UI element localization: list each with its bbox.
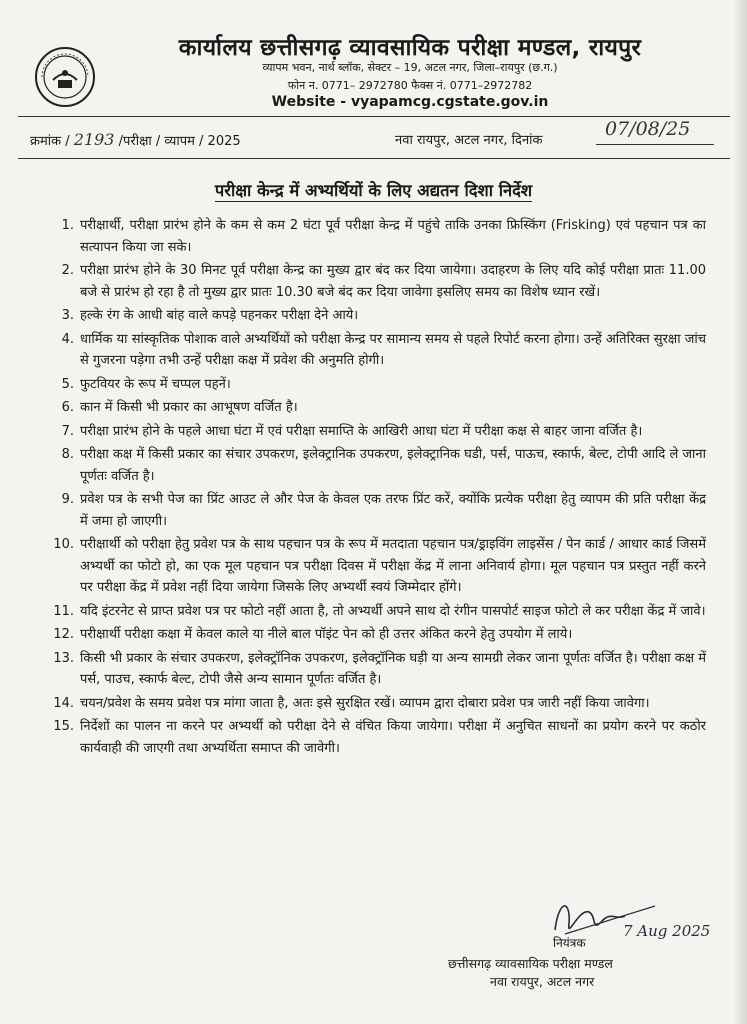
instruction-text: परीक्षा कक्ष में किसी प्रकार का संचार उपकरण, इलेक्ट्रानिक उपकरण, इलेक्ट्रानिक घडी, पर्स, पाऊच, स्कार्फ, बेल्ट, टोपी आदि ले जाना पूर्णतः वर्जित है। (80, 447, 706, 484)
instruction-text: परीक्षार्थी, परीक्षा प्रारंभ होने के कम से कम 2 घंटा पूर्व परीक्षा केन्द्र में पहुंचे ताकि उनका फ्रिस्किंग (Frisking) एवं पहचान पत्र का सत्यापन किया जा सके। (80, 218, 706, 255)
instruction-item (36, 421, 706, 443)
instruction-item (36, 534, 706, 599)
instruction-item (36, 374, 706, 396)
instruction-item (36, 305, 706, 327)
instruction-number: 12. (53, 627, 74, 642)
instruction-text: यदि इंटरनेट से प्राप्त प्रवेश पत्र पर फोटो नहीं आता है, तो अभ्यर्थी अपने साथ दो रंगीन पासपोर्ट साइज फोटो ले कर परीक्षा केंद्र में जावे। (80, 603, 706, 619)
instruction-text: कान में किसी भी प्रकार का आभूषण वर्जित है। (80, 400, 298, 415)
instruction-list (36, 215, 706, 761)
instruction-number: 2. (61, 263, 74, 278)
office-address: व्यापम भवन, नार्थ ब्लॉक, सेक्टर – 19, अटल नगर, जिला–रायपुर (छ.ग.) (262, 61, 558, 74)
instruction-text: निर्देशों का पालन ना करने पर अभ्यर्थी को परीक्षा देने से वंचित किया जायेगा। परीक्षा में अनुचित साधनों का प्रयोग करने पर कठोर कार्यवाही की जाएगी तथा अभ्यर्थिता समाप्त की जावेगी। (80, 719, 706, 756)
instruction-item (36, 260, 706, 303)
instruction-text: चयन/प्रवेश के समय प्रवेश पत्र मांगा जाता है, अतः इसे सुरक्षित रखें। व्यापम द्वारा दोबारा प्रवेश पत्र जारी नहीं किया जावेगा। (80, 695, 650, 711)
instruction-number: 13. (53, 650, 74, 666)
instruction-item (36, 329, 706, 372)
instruction-item (36, 716, 706, 759)
place-date-label: नवा रायपुर, अटल नगर, दिनांक (395, 133, 543, 148)
page-edge-shadow (733, 0, 747, 1024)
instruction-item (36, 601, 706, 623)
header-divider (18, 116, 730, 117)
reference-suffix: /परीक्षा / व्यापम / 2025 (118, 134, 241, 149)
vyapam-emblem-icon (34, 46, 96, 108)
instruction-text: किसी भी प्रकार के संचार उपकरण, इलेक्ट्रॉनिक उपकरण, इलेक्ट्रॉनिक घड़ी या अन्य सामग्री लेकर जाना पूर्णतः वर्जित है। परीक्षा कक्ष में पर्स, पाउच, स्कार्फ बेल्ट, टोपी जैसे अन्य सामान पूर्णतः वर्जित है। (80, 650, 706, 687)
instruction-text: परीक्षा प्रारंभ होने के 30 मिनट पूर्व परीक्षा केन्द्र का मुख्य द्वार बंद कर दिया जायेगा। उदाहरण के लिए यदि कोई परीक्षा प्रातः 11.00 बजे से प्रारंभ हो रहा है तो मुख्य द्वार प्रातः 10.30 बजे बंद कर दिया जावेगा इसलिए समय का विशेष ध्यान रखें। (80, 263, 706, 300)
date-handwritten: 07/08/25 (605, 118, 691, 140)
signatory-organization: छत्तीसगढ़ व्यावसायिक परीक्षा मण्डल (448, 956, 613, 971)
instruction-number: 4. (61, 331, 74, 347)
signatory-place: नवा रायपुर, अटल नगर (490, 974, 595, 989)
instruction-text: परीक्षार्थी परीक्षा कक्षा में केवल काले या नीले बाल पॉइंट पेन को ही उत्तर अंकित करने हेतु उपयोग में लाये। (80, 627, 573, 642)
instruction-item (36, 648, 706, 691)
subject-text: परीक्षा केन्द्र में अभ्यर्थियों के लिए अद्यतन दिशा निर्देश (214, 181, 533, 200)
instruction-text: फुटवियर के रूप में चप्पल पहनें। (80, 376, 231, 392)
instruction-item (36, 693, 706, 715)
instruction-text: परीक्षार्थी को परीक्षा हेतु प्रवेश पत्र के साथ पहचान पत्र के रूप में मतदाता पहचान पत्र/ड्राइविंग लाइसेंस / पेन कार्ड / आधार कार्ड जिसमें अभ्यर्थी का फोटो हो, का एक मूल पहचान पत्र परीक्षा दिवस में परीक्षा केंद्र में लाना अनिवार्य होगा। मूल पहचान पत्र प्रस्तुत नहीं करने पर परीक्षा केंद्र में प्रवेश नहीं दिया जायेगा जिसके लिए अभ्यर्थी स्वयं जिम्मेदार होंगे। (80, 537, 706, 595)
date-underline (596, 144, 714, 145)
reference-divider (18, 158, 730, 159)
office-phone-fax: फोन न. 0771– 2972780 फैक्स नं. 0771–2972782 (287, 79, 533, 92)
instruction-number: 11. (53, 603, 74, 619)
reference-number: 2193 (73, 130, 115, 149)
instruction-number: 7. (61, 423, 74, 439)
instruction-number: 3. (61, 308, 74, 323)
signature-date: 7 Aug 2025 (623, 922, 711, 940)
instruction-number: 15. (53, 719, 74, 734)
instruction-number: 10. (53, 537, 74, 552)
instruction-item (36, 489, 706, 532)
reference-prefix: क्रमांक / (30, 134, 70, 149)
instruction-item (36, 215, 706, 258)
instruction-number: 1. (61, 218, 74, 233)
signatory-designation: नियंत्रक (553, 936, 586, 950)
instruction-number: 9. (61, 492, 74, 507)
office-title: कार्यालय छत्तीसगढ़ व्यावसायिक परीक्षा मण्डल, रायपुर (178, 35, 642, 61)
office-website: Website - vyapamcg.cgstate.gov.in (271, 94, 549, 110)
instruction-text: प्रवेश पत्र के सभी पेज का प्रिंट आउट ले और पेज के केवल एक तरफ प्रिंट करें, क्योंकि प्रत्येक परीक्षा हेतु व्यापम की प्रति परीक्षा केंद्र में जमा हो जाएगी। (80, 492, 706, 529)
instruction-item (36, 444, 706, 487)
instruction-number: 5. (61, 376, 74, 392)
instruction-number: 8. (61, 447, 74, 462)
instruction-number: 6. (61, 400, 74, 415)
instruction-text: परीक्षा प्रारंभ होने के पहले आधा घंटा में एवं परीक्षा समाप्ति के आखिरी आधा घंटा में परीक्षा कक्ष से बाहर जाना वर्जित है। (80, 423, 643, 439)
instruction-text: हल्के रंग के आधी बांह वाले कपड़े पहनकर परीक्षा देने आये। (80, 308, 359, 323)
subject-heading (0, 178, 747, 201)
instruction-number: 14. (53, 695, 74, 711)
instruction-text: धार्मिक या सांस्कृतिक पोशाक वाले अभ्यर्थियों को परीक्षा केन्द्र पर सामान्य समय से पहले रिपोर्ट करना होगा। उन्हें अतिरिक्त सुरक्षा जांच से गुजरना पड़ेगा तभी उन्हें परीक्षा कक्ष में प्रवेश की अनुमति होगी। (80, 331, 706, 368)
reference-line (30, 130, 241, 149)
instruction-item (36, 397, 706, 419)
instruction-item (36, 624, 706, 646)
